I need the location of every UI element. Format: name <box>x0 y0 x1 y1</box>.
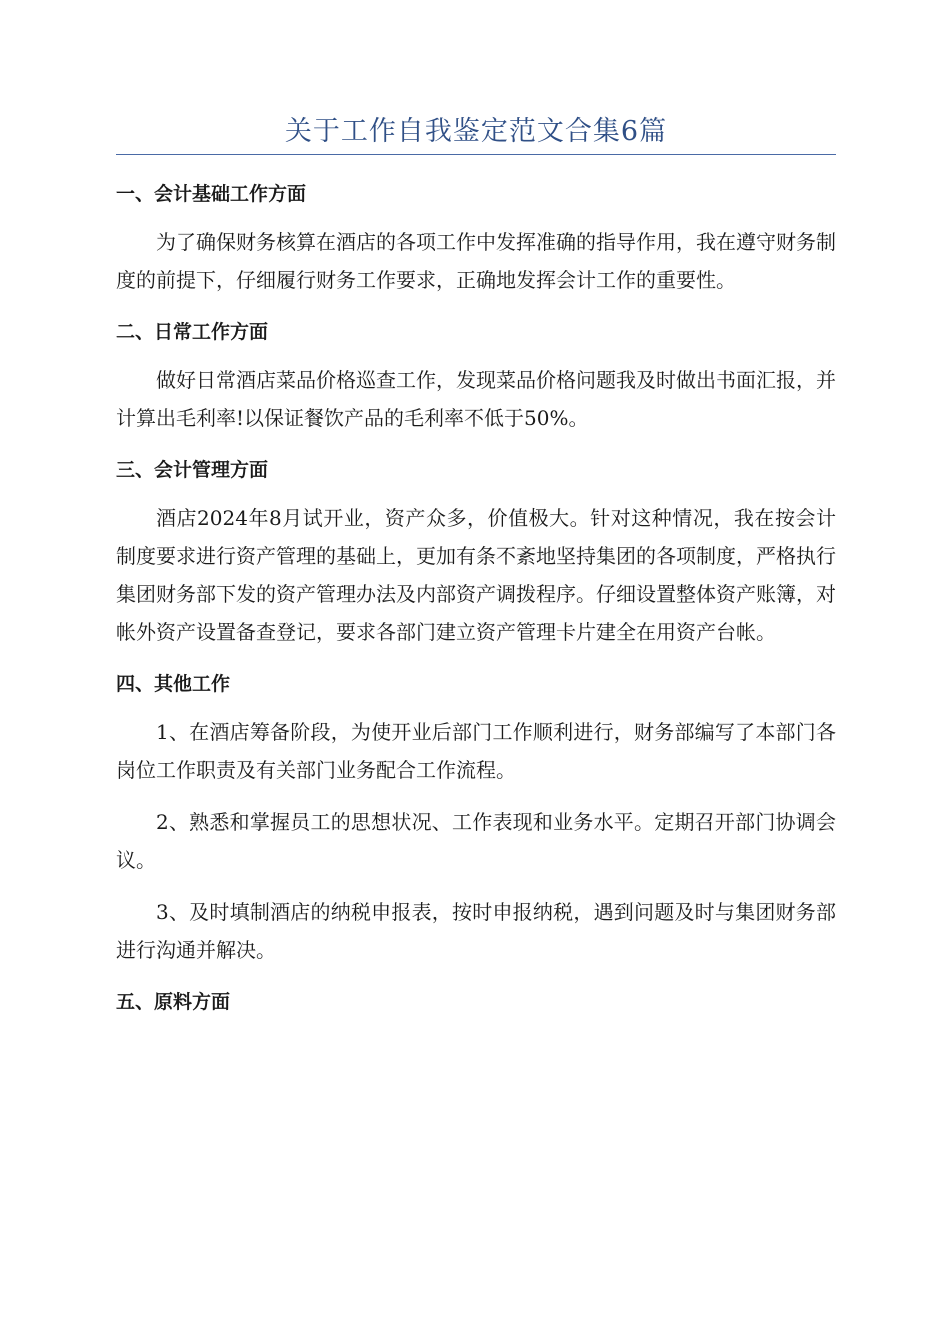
section-heading: 四、其他工作 <box>116 673 231 695</box>
document-page <box>116 112 836 1015</box>
section-heading: 五、原料方面 <box>116 991 231 1013</box>
section-paragraph: 为了确保财务核算在酒店的各项工作中发挥准确的指导作用，我在遵守财务制度的前提下，仔细履行财务工作要求，正确地发挥会计工作的重要性。 <box>116 230 836 292</box>
section-paragraph: 1、在酒店筹备阶段，为使开业后部门工作顺利进行，财务部编写了本部门各岗位工作职责及有关部门业务配合工作流程。 <box>116 720 836 782</box>
section-heading: 一、会计基础工作方面 <box>116 183 307 205</box>
section-paragraph: 酒店2024年8月试开业，资产众多，价值极大。针对这种情况，我在按会计制度要求进行资产管理的基础上，更加有条不紊地坚持集团的各项制度，严格执行集团财务部下发的资产管理办法及内部资产调拨程序。仔细设置整体资产账簿，对帐外资产设置备查登记，要求各部门建立资产管理卡片建全在用资产台帐。 <box>116 506 836 644</box>
section-paragraph: 2、熟悉和掌握员工的思想状况、工作表现和业务水平。定期召开部门协调会议。 <box>116 810 836 872</box>
document-title: 关于工作自我鉴定范文合集6篇 <box>284 116 668 147</box>
section-heading: 三、会计管理方面 <box>116 459 269 481</box>
section-heading: 二、日常工作方面 <box>116 321 269 343</box>
section-paragraph: 做好日常酒店菜品价格巡查工作，发现菜品价格问题我及时做出书面汇报，并计算出毛利率!以保证餐饮产品的毛利率不低于50%。 <box>116 368 836 430</box>
section-paragraph: 3、及时填制酒店的纳税申报表，按时申报纳税，遇到问题及时与集团财务部进行沟通并解决。 <box>116 900 836 962</box>
title-underline <box>116 154 836 155</box>
